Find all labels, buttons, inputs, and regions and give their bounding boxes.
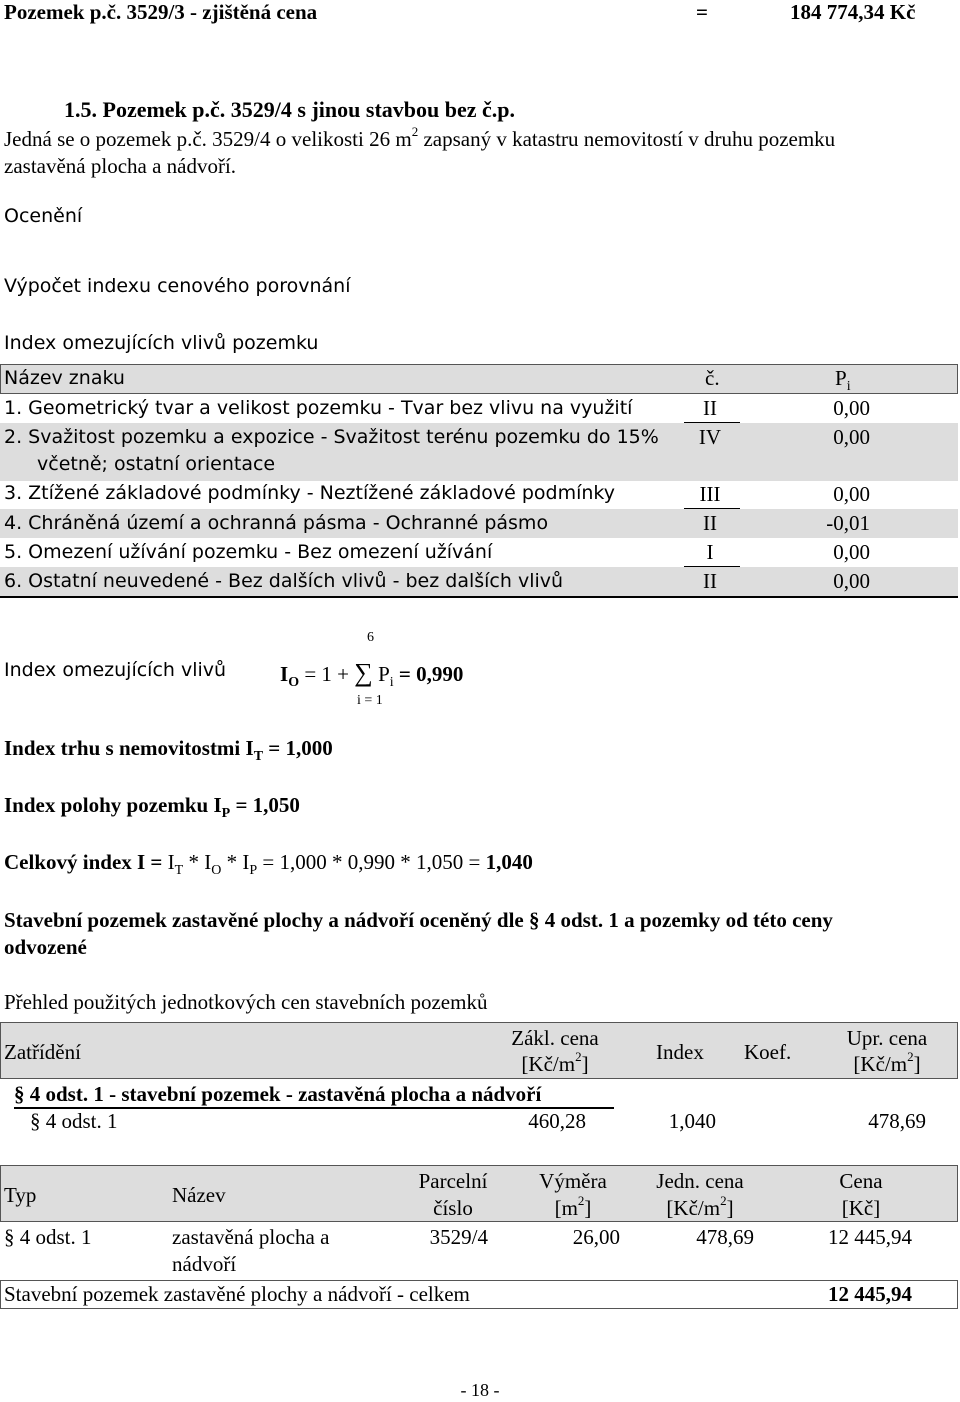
final-total-value: 12 445,94: [828, 1282, 912, 1306]
factor-row-4-no: II: [703, 511, 717, 535]
prehled-h-koef: Koef.: [744, 1040, 792, 1064]
prehled-h-upr2: $[Kč/m^2]$: [853, 1049, 921, 1076]
factor-row-3-name: 3. Ztížené základové podmínky - Neztížené základové podmínky: [4, 482, 616, 504]
formula-sum-bottom: i = 1: [357, 693, 383, 708]
prehled-row-name: § 4 odst. 1: [30, 1109, 118, 1133]
final-r-typ: § 4 odst. 1: [4, 1225, 92, 1249]
factor-row-4-val: -0,01: [826, 511, 870, 535]
index-poloha: Index polohy pozemku $I_P = 1,050$: [4, 793, 300, 822]
prehled-h-upr1: Upr. cena: [846, 1026, 928, 1050]
final-h-vym1: Výměra: [539, 1169, 607, 1193]
factor-row-6-val: 0,00: [833, 569, 870, 593]
section-description-line2: zastavěná plocha a nádvoří.: [4, 154, 237, 178]
factor-row-6-name: 6. Ostatní neuvedené - Bez dalších vlivů - bez dalších vlivů: [4, 570, 564, 592]
factors-col-name: Název znaku: [4, 367, 125, 389]
final-h-vym2: $[m^2]$: [554, 1193, 592, 1220]
final-h-jedn1: Jedn. cena: [656, 1169, 744, 1193]
factor-row-5-no: I: [706, 540, 714, 564]
factor-row-2-val: 0,00: [833, 425, 870, 449]
prehled-h-zakl2: $[Kč/m^2]$: [521, 1049, 589, 1076]
factor-row-2-name: 2. Svažitost pozemku a expozice - Svažitost terénu pozemku do 15%: [4, 426, 659, 448]
factor-row-4-name: 4. Chráněná území a ochranná pásma - Ochranné pásmo: [4, 512, 549, 534]
prehled-row-upr: 478,69: [868, 1109, 926, 1133]
final-total-label: Stavební pozemek zastavěné plochy a nádvoří - celkem: [4, 1282, 470, 1306]
final-h-parc1: Parcelní: [418, 1169, 488, 1193]
final-r-cena: 12 445,94: [828, 1225, 912, 1249]
final-h-cena1: Cena: [839, 1169, 883, 1193]
factor-row-5-val: 0,00: [833, 540, 870, 564]
factor-row-2-no: IV: [698, 425, 722, 449]
prehled-group: § 4 odst. 1 - stavební pozemek - zastavěná plocha a nádvoří: [14, 1082, 542, 1106]
prehled-row-index: 1,040: [668, 1109, 716, 1133]
final-h-cena2: [Kč]: [841, 1196, 881, 1220]
stavebni-line1: Stavební pozemek zastavěné plochy a nádvoří oceněný dle § 4 odst. 1 a pozemky od této ceny: [4, 908, 833, 932]
sum-sign: ∑: [354, 658, 373, 687]
prehled-header-bg: [0, 1022, 958, 1079]
prehled-row-zakl: 460,28: [528, 1109, 586, 1133]
final-h-typ: Typ: [4, 1183, 37, 1207]
vypocet-title: Výpočet indexu cenového porovnání: [4, 275, 351, 297]
final-r-jedn: 478,69: [696, 1225, 754, 1249]
final-r-nazev1: zastavěná plocha a: [172, 1225, 330, 1249]
prehled-title: Přehled použitých jednotkových cen stavebních pozemků: [4, 990, 488, 1014]
section-description: Jedná se o pozemek p.č. 3529/4 o velikosti 26 $m^2$ zapsaný v katastru nemovitostí v druhu pozemku: [4, 124, 836, 151]
factor-row-1-val: 0,00: [833, 396, 870, 420]
index-title: Index omezujících vlivů pozemku: [4, 332, 319, 354]
factors-header-bg: [0, 364, 958, 394]
index-trh: Index trhu s nemovitostmi $I_T = 1,000$: [4, 736, 333, 765]
factor-row-1-name: 1. Geometrický tvar a velikost pozemku - Tvar bez vlivu na využití: [4, 397, 633, 419]
formula-sum-top: 6: [367, 630, 374, 645]
final-h-parc2: číslo: [433, 1196, 473, 1220]
prehled-h-zatrideni: Zatřídění: [4, 1040, 81, 1064]
formula-expression: $I_O = 1$ + ∑ $P_i = 0,990$: [280, 658, 464, 691]
final-r-vym: 26,00: [572, 1225, 620, 1249]
factor-row-5-name: 5. Omezení užívání pozemku - Bez omezení užívání: [4, 541, 493, 563]
ocen-title: Ocenění: [4, 205, 83, 227]
factors-col-no: č.: [705, 366, 720, 390]
factors-col-p: $P_i$: [835, 366, 851, 395]
header-title: Pozemek p.č. 3529/3 - zjištěná cena: [4, 0, 318, 24]
final-r-nazev2: nádvoří: [172, 1252, 237, 1276]
page-number: - 18 -: [460, 1380, 500, 1400]
factor-row-2-name2: včetně; ostatní orientace: [37, 453, 276, 475]
final-r-parc: 3529/4: [429, 1225, 488, 1249]
formula-label: Index omezujících vlivů: [4, 659, 227, 681]
stavebni-line2: odvozené: [4, 935, 87, 959]
section-heading: 1.5. Pozemek p.č. 3529/4 s jinou stavbou bez č.p.: [64, 97, 515, 122]
final-h-nazev: Název: [172, 1183, 226, 1207]
prehled-h-zakl1: Zákl. cena: [511, 1026, 599, 1050]
factor-row-6-no: II: [703, 569, 717, 593]
header-price: 184 774,34 Kč: [790, 0, 916, 24]
factor-row-1-no: II: [703, 396, 717, 420]
factors-bottom-border: [0, 596, 958, 598]
factor-row-3-no: III: [699, 482, 721, 506]
index-celkovy: Celkový index $I = I_T * I_O * I_P = 1,000 * 0,990 * 1,050 = 1,040$: [4, 850, 533, 879]
header-equals: =: [696, 0, 708, 24]
prehled-h-index: Index: [656, 1040, 704, 1064]
final-h-jedn2: $[Kč/m^2]$: [666, 1193, 734, 1220]
factor-row-3-val: 0,00: [833, 482, 870, 506]
